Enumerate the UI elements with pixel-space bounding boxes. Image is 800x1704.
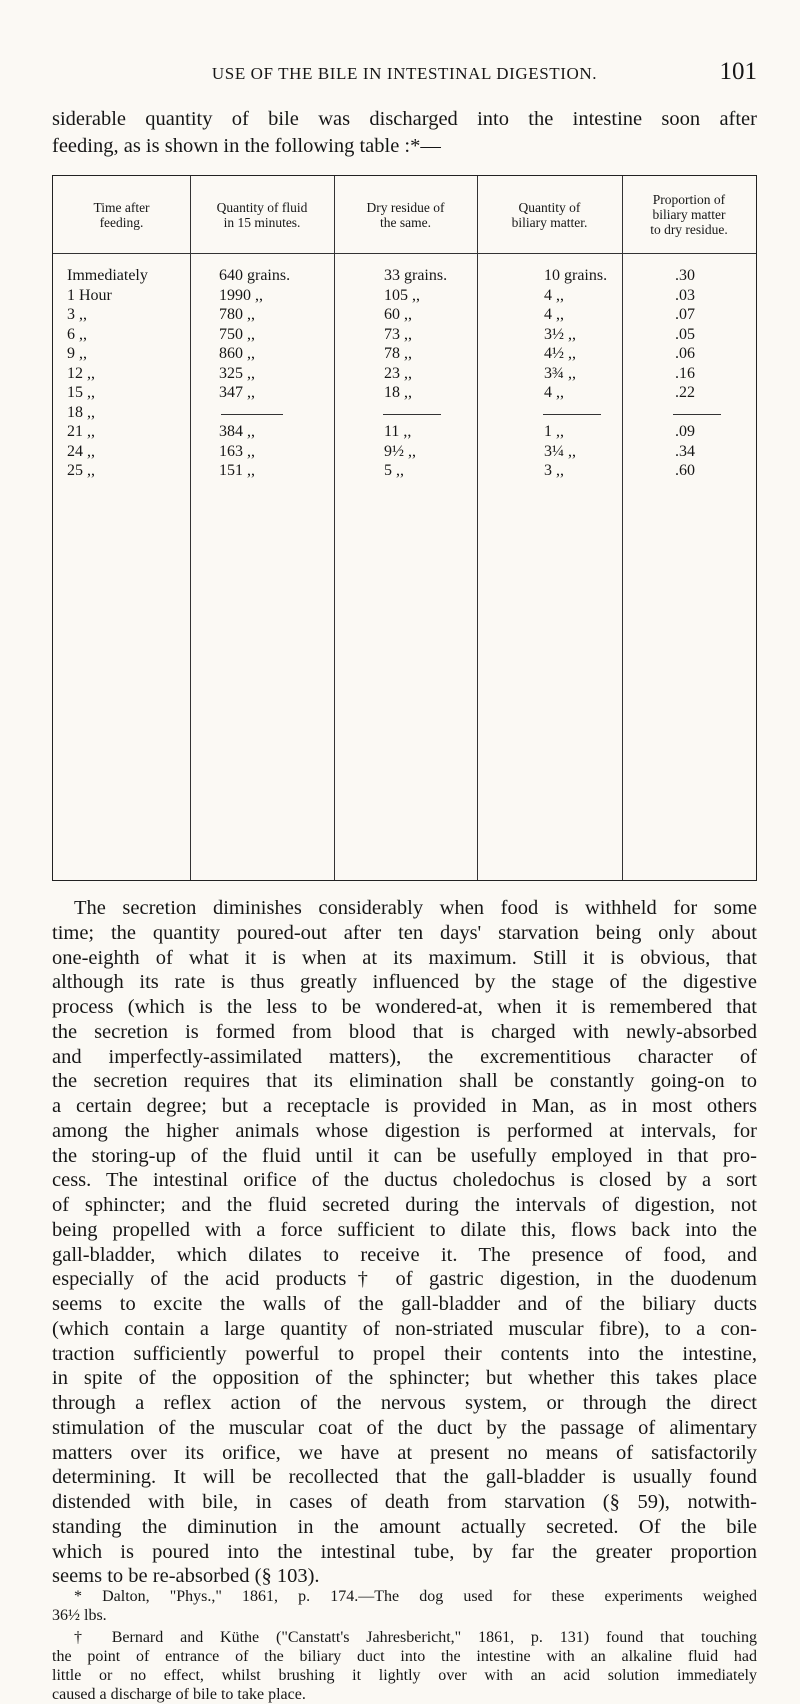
text-line: determining. It will be recollected that the gall-bladder is usually found	[52, 1466, 757, 1489]
footnote-dalton	[52, 1587, 757, 1625]
cell-fluid: 860 ,,	[219, 345, 255, 362]
cell-time: 24 ,,	[67, 442, 95, 460]
text-line: feeding, as is shown in the following table :*—	[52, 135, 441, 157]
cell-biliary: 10 grains.	[544, 267, 608, 284]
cell-time: 12 ,,	[67, 364, 95, 382]
text-line: a certain degree; but a receptacle is provided in Man, as in most others	[52, 1095, 757, 1117]
footnote-line: little or no effect, whilst brushing it lightly over with an acid solution immediately	[52, 1667, 757, 1684]
cell-time: 1 Hour	[67, 286, 112, 304]
text-line: gall-bladder, which dilates to receive it. The presence of food, and	[52, 1243, 757, 1266]
cell-fluid: 640 grains.	[219, 267, 291, 284]
table-row	[53, 364, 758, 384]
text-line: in spite of the opposition of the sphincter; but whether this takes place	[52, 1367, 757, 1390]
cell-biliary: 3¼ ,,	[544, 442, 576, 460]
table-row	[53, 266, 758, 286]
footnote-bernard	[52, 1628, 757, 1704]
footnote-line: 36½ lbs.	[52, 1607, 107, 1624]
cell-dry: 73 ,,	[384, 325, 412, 343]
cell-biliary: 3 ,,	[544, 462, 564, 479]
cell-proportion: .07	[675, 306, 695, 323]
intro-paragraph	[52, 106, 757, 160]
cell-biliary: 3¾ ,,	[544, 364, 576, 382]
table-row	[53, 344, 758, 364]
text-line: distended with bile, in cases of death from starvation (§ 59), notwith-	[52, 1491, 757, 1513]
cell-time: 25 ,,	[67, 462, 95, 479]
text-line: stimulation of the muscular coat of the duct by the passage of alimentary	[52, 1416, 757, 1439]
cell-time: 18 ,,	[67, 403, 95, 421]
footnote-line: caused a discharge of bile to take place.	[52, 1686, 306, 1703]
cell-biliary: 4½ ,,	[544, 345, 576, 362]
text-line: the secretion requires that its elimination shall be constantly going-on to	[52, 1070, 757, 1093]
cell-proportion: .09	[675, 423, 695, 440]
text-line: (which contain a large quantity of non-striated muscular fibre), to a con-	[52, 1317, 757, 1340]
cell-proportion: .30	[675, 267, 695, 284]
cell-fluid: 1990 ,,	[219, 286, 263, 304]
cell-dry: 105 ,,	[384, 286, 420, 304]
cell-fluid: 750 ,,	[219, 325, 255, 343]
table-row	[53, 305, 758, 325]
cell-proportion: .34	[675, 442, 695, 460]
empty-cell-dash	[543, 414, 601, 415]
table-row	[53, 403, 758, 423]
footnote-line: * Dalton, "Phys.," 1861, p. 174.—The dog used for these experiments weighed	[74, 1588, 757, 1605]
cell-fluid: 347 ,,	[219, 384, 255, 401]
text-line: process (which is the less to be wondered-at, when it is remembered that	[52, 996, 757, 1018]
body-paragraph	[52, 896, 757, 1589]
cell-biliary: 4 ,,	[544, 306, 564, 323]
text-line: although its rate is thus greatly influenced by the stage of the digestive	[52, 971, 757, 994]
text-line: one-eighth of what it is when at its maximum. Still it is obvious, that	[52, 946, 757, 969]
cell-time: 21 ,,	[67, 423, 95, 440]
cell-dry: 18 ,,	[384, 384, 412, 401]
cell-dry: 33 grains.	[384, 267, 448, 284]
header-time-after-feeding: Time after feeding.	[93, 199, 150, 230]
header-dry-residue: Dry residue of the same.	[366, 199, 445, 230]
text-line: among the higher animals whose digestion is performed at intervals, for	[52, 1119, 757, 1142]
text-line: of sphincter; and the fluid secreted during the intervals of digestion, not	[52, 1194, 757, 1216]
cell-biliary: 4 ,,	[544, 384, 564, 401]
text-line: especially of the acid products† of gastric digestion, in the duodenum	[52, 1268, 757, 1291]
cell-dry: 23 ,,	[384, 364, 412, 382]
cell-proportion: .16	[675, 364, 695, 382]
text-line: being propelled with a force sufficient to dilate this, flows back into the	[52, 1218, 757, 1241]
table-row	[53, 442, 758, 462]
empty-cell-dash	[673, 414, 721, 415]
text-line: which is poured into the intestinal tube, by far the greater proportion	[52, 1540, 757, 1563]
cell-proportion: .22	[675, 384, 695, 401]
footnote-line: the point of entrance of the biliary duct into the intestine with an alkaline fluid had	[52, 1648, 757, 1665]
text-line: seems to be re-absorbed (§ 103).	[52, 1565, 320, 1588]
cell-time: 3 ,,	[67, 306, 87, 323]
table-row	[53, 422, 758, 442]
text-line: cess. The intestinal orifice of the ductus choledochus is closed by a sort	[52, 1169, 757, 1192]
cell-proportion: .06	[675, 345, 695, 362]
cell-fluid: 780 ,,	[219, 306, 255, 323]
page-header	[52, 60, 757, 88]
header-proportion: Proportion of biliary matter to dry residue.	[650, 192, 728, 237]
cell-fluid: 163 ,,	[219, 442, 255, 460]
cell-biliary: 4 ,,	[544, 286, 564, 304]
footnote-line: † Bernard and Küthe ("Canstatt's Jahresbericht," 1861, p. 131) found that touching	[74, 1629, 757, 1646]
text-line: siderable quantity of bile was discharged into the intestine soon after	[52, 108, 757, 130]
cell-fluid: 325 ,,	[219, 364, 255, 382]
header-quantity-biliary-matter: Quantity of biliary matter.	[511, 199, 588, 230]
empty-cell-dash	[383, 414, 441, 415]
text-line: The secretion diminishes considerably when food is withheld for some	[74, 897, 757, 919]
cell-dry: 11 ,,	[384, 423, 412, 440]
cell-biliary: 3½ ,,	[544, 325, 576, 343]
cell-dry: 5 ,,	[384, 462, 404, 479]
empty-cell-dash	[221, 414, 283, 415]
text-line: the storing-up of the fluid until it can be usefully employed in that pro-	[52, 1144, 757, 1167]
text-line: through a reflex action of the nervous system, or through the direct	[52, 1392, 757, 1414]
table-row	[53, 383, 758, 403]
cell-time: 6 ,,	[67, 325, 87, 343]
cell-time: 9 ,,	[67, 345, 87, 362]
table-row	[53, 286, 758, 306]
text-line: standing the diminution in the amount actually secreted. Of the bile	[52, 1515, 757, 1538]
text-line: matters over its orifice, we have at present no means of satisfactorily	[52, 1441, 757, 1464]
cell-proportion: .60	[675, 462, 695, 479]
text-line: seems to excite the walls of the gall-bladder and of the biliary ducts	[52, 1293, 757, 1315]
cell-time: 15 ,,	[67, 384, 95, 401]
bile-secretion-table	[52, 175, 757, 881]
cell-dry: 9½ ,,	[384, 442, 416, 460]
cell-dry: 60 ,,	[384, 306, 412, 323]
table-row	[53, 325, 758, 345]
cell-proportion: .05	[675, 325, 695, 343]
text-line: traction sufficiently powerful to propel their contents into the intestine,	[52, 1342, 757, 1365]
cell-proportion: .03	[675, 286, 695, 304]
cell-time: Immediately	[67, 267, 148, 284]
running-title: USE OF THE BILE IN INTESTINAL DIGESTION.	[211, 64, 598, 83]
cell-biliary: 1 ,,	[544, 423, 564, 440]
text-line: and imperfectly-assimilated matters), the excrementitious character of	[52, 1045, 757, 1068]
text-line: time; the quantity poured-out after ten days' starvation being only about	[52, 921, 757, 944]
page-number: 101	[719, 58, 757, 85]
header-rule	[53, 253, 756, 254]
header-quantity-of-fluid: Quantity of fluid in 15 minutes.	[216, 199, 308, 230]
cell-fluid: 151 ,,	[219, 462, 255, 479]
text-line: the secretion is formed from blood that is charged with newly-absorbed	[52, 1020, 757, 1043]
cell-dry: 78 ,,	[384, 345, 412, 362]
table-row	[53, 461, 758, 481]
cell-fluid: 384 ,,	[219, 423, 255, 440]
